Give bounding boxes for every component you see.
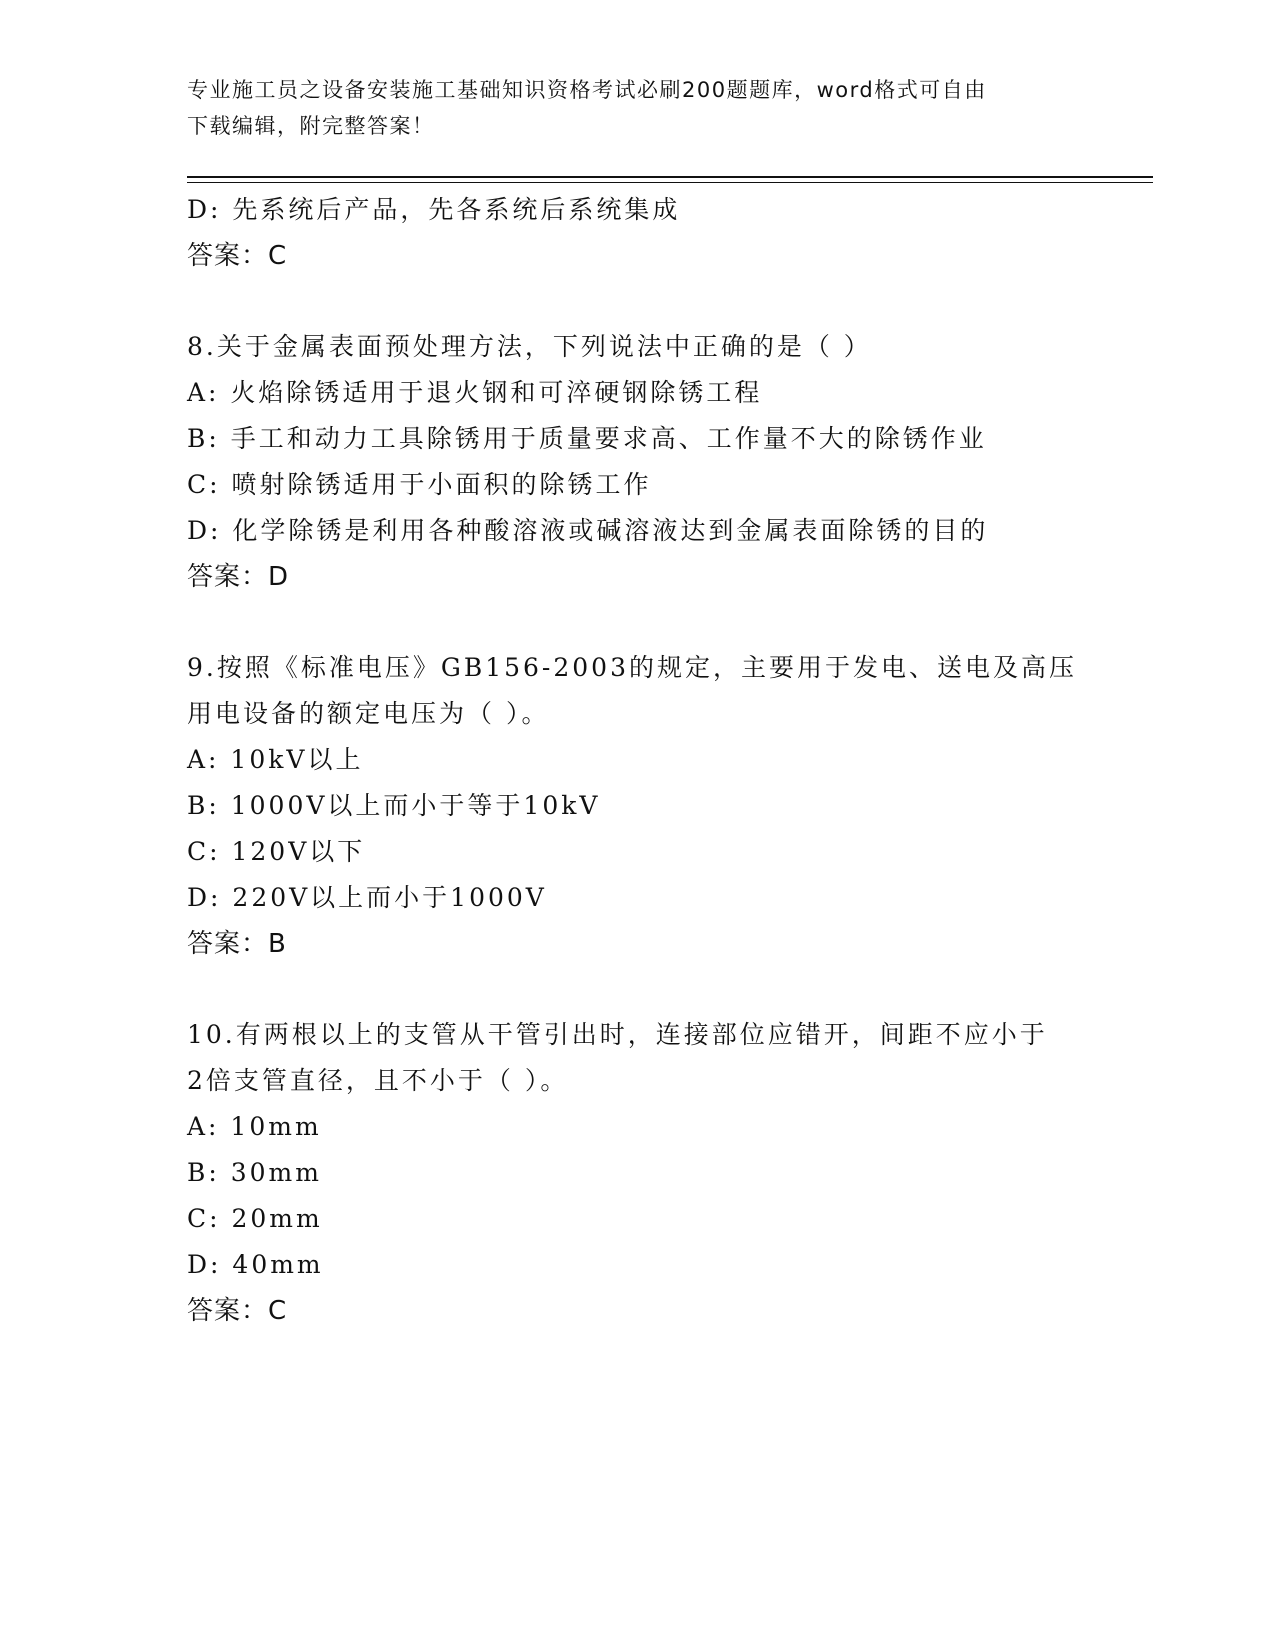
option-d: D: 40mm: [187, 1250, 324, 1279]
question-content: [187, 187, 1087, 1334]
spacer: [187, 600, 1087, 645]
header-line-2: 下载编辑，附完整答案！: [187, 114, 435, 138]
question-stem-line-1: 10.有两根以上的支管从干管引出时，连接部位应错开，间距不应小于: [187, 1020, 1048, 1049]
spacer: [187, 967, 1087, 1012]
document-header: [187, 72, 1087, 144]
question-stem: 8.关于金属表面预处理方法，下列说法中正确的是（ ）: [187, 332, 872, 361]
option-b: B: 30mm: [187, 1158, 322, 1187]
question-10: [187, 1012, 1087, 1334]
question-stem-line-2: 2倍支管直径，且不小于（ ）。: [187, 1066, 569, 1095]
option-d: D: 化学除锈是利用各种酸溶液或碱溶液达到金属表面除锈的目的: [187, 516, 989, 545]
answer-line: 答案：C: [187, 1296, 288, 1326]
header-line-1: 专业施工员之设备安装施工基础知识资格考试必刷200题题库，word格式可自由: [187, 78, 987, 102]
option-d: D: 先系统后产品，先各系统后系统集成: [187, 195, 681, 224]
option-b: B: 1000V以上而小于等于10kV: [187, 791, 601, 820]
question-9: [187, 645, 1087, 967]
question-stem-line-2: 用电设备的额定电压为（ ）。: [187, 699, 550, 728]
header-rule-thick: [187, 176, 1153, 178]
option-a: A: 火焰除锈适用于退火钢和可淬硬钢除锈工程: [187, 378, 763, 407]
question-stem-line-1: 9.按照《标准电压》GB156-2003的规定，主要用于发电、送电及高压: [187, 653, 1077, 682]
spacer: [187, 279, 1087, 324]
option-a: A: 10mm: [187, 1112, 322, 1141]
answer-line: 答案：B: [187, 929, 287, 959]
option-c: C: 120V以下: [187, 837, 366, 866]
answer-line: 答案：D: [187, 562, 290, 592]
option-c: C: 喷射除锈适用于小面积的除锈工作: [187, 470, 652, 499]
option-d: D: 220V以上而小于1000V: [187, 883, 547, 912]
question-8: [187, 324, 1087, 600]
header-rule-thin: [187, 182, 1153, 183]
option-b: B: 手工和动力工具除锈用于质量要求高、工作量不大的除锈作业: [187, 424, 987, 453]
option-a: A: 10kV以上: [187, 745, 364, 774]
option-c: C: 20mm: [187, 1204, 323, 1233]
answer-line: 答案：C: [187, 241, 288, 271]
previous-question-tail: [187, 187, 1087, 279]
